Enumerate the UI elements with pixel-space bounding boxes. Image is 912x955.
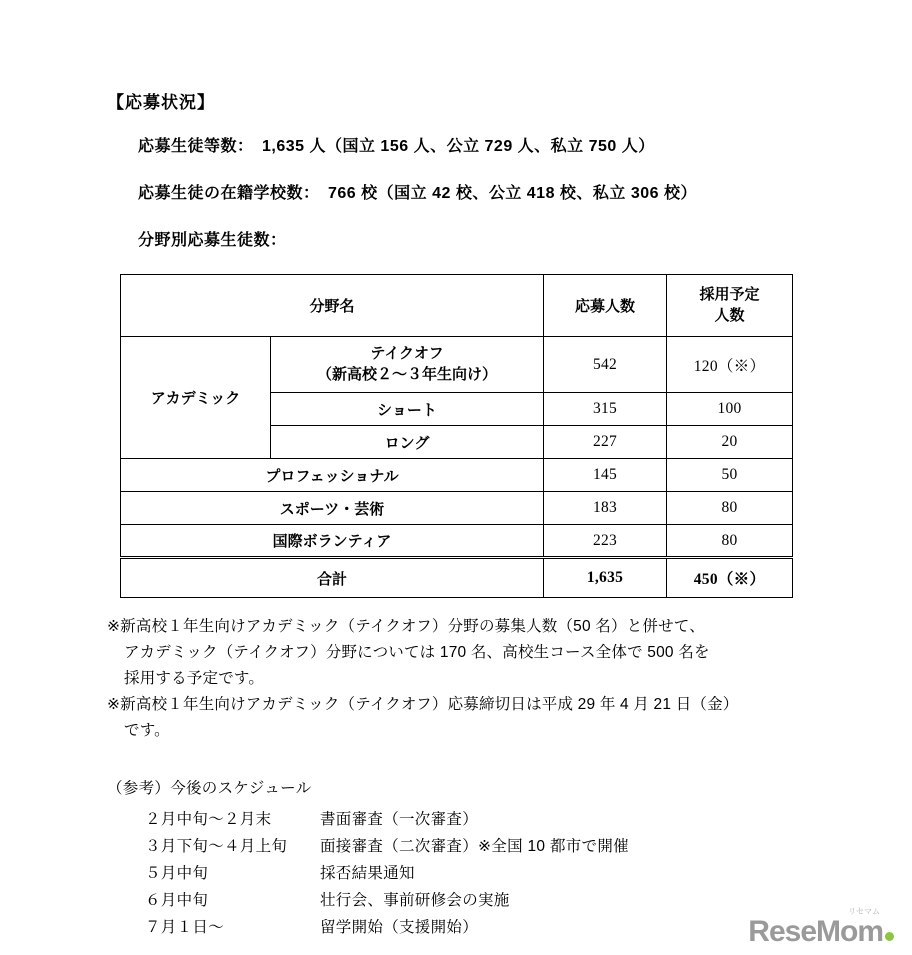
schedule-event: 書面審査（一次審査） [320, 811, 479, 828]
note-line: アカデミック（テイクオフ）分野については 170 名、高校生コース全体で 500 名を [124, 644, 710, 661]
resemom-logo [748, 908, 894, 947]
note-line: ※新高校１年生向けアカデミック（テイクオフ）分野の募集人数（50 名）と併せて、 [107, 618, 705, 635]
field-breakdown-label: 分野別応募生徒数： [138, 232, 287, 249]
table-row [121, 459, 793, 492]
table-total-row [121, 558, 793, 598]
note-line: ※新高校１年生向けアカデミック（テイクオフ）応募締切日は平成 29 年 4 月 21 日（金） [107, 696, 739, 713]
col-header-applicants: 応募人数 [544, 275, 667, 337]
schedule-event: 壮行会、事前研修会の実施 [320, 892, 510, 909]
field-name-line1: テイクオフ [370, 345, 444, 363]
schedule-title: （参考）今後のスケジュール [107, 780, 312, 797]
total-label: 合計 [121, 558, 544, 598]
applicants-count: 223 [544, 525, 667, 558]
schedule-period: ６月中旬 [145, 892, 209, 909]
school-count-line: 応募生徒の在籍学校数： 766 校（国立 42 校、公立 418 校、私立 306 校） [138, 185, 698, 202]
applicant-count-line: 応募生徒等数： 1,635 人（国立 156 人、公立 729 人、私立 750 人） [138, 138, 655, 155]
applicants-count: 227 [544, 426, 667, 459]
field-name: 国際ボランティア [121, 525, 544, 558]
table-row [121, 337, 793, 393]
planned-count: 80 [667, 525, 793, 558]
schedule-event: 採否結果通知 [320, 865, 415, 882]
logo-dot-icon [885, 932, 894, 941]
col-header-field: 分野名 [121, 275, 544, 337]
logo-text: ReseMom [748, 915, 883, 948]
applicants-count: 145 [544, 459, 667, 492]
field-name: スポーツ・芸術 [121, 492, 544, 525]
application-table [120, 274, 793, 598]
table-row [121, 492, 793, 525]
field-name: ロング [271, 426, 544, 459]
total-applicants-count: 1,635 [544, 558, 667, 598]
applicants-count: 183 [544, 492, 667, 525]
planned-count: 100 [667, 393, 793, 426]
schedule-item [145, 860, 852, 887]
applicants-count: 315 [544, 393, 667, 426]
field-group-label: アカデミック [121, 337, 271, 459]
document-content [107, 88, 852, 941]
summary-section [138, 133, 852, 250]
schedule-item [145, 914, 852, 941]
schedule-event: 面接審査（二次審査）※全国 10 都市で開催 [320, 838, 629, 855]
schedule-period: ２月中旬～２月末 [145, 811, 272, 828]
note-line: 採用する予定です。 [124, 670, 265, 687]
schedule-period: ７月１日～ [145, 919, 225, 936]
field-name: ショート [271, 393, 544, 426]
planned-count: 80 [667, 492, 793, 525]
schedule-item [145, 833, 852, 860]
schedule-event: 留学開始（支援開始） [320, 919, 479, 936]
schedule-item [145, 887, 852, 914]
schedule-period: ５月中旬 [145, 865, 209, 882]
note-line: です。 [124, 722, 170, 739]
notes-section [107, 614, 852, 744]
planned-count: 120（※） [667, 337, 793, 393]
logo-ruby-text: リセマム [848, 907, 880, 916]
field-name-line2: （新高校２～３年生向け） [317, 365, 498, 383]
page-title: 【応募状況】 [107, 93, 215, 112]
col-header-planned [667, 275, 793, 337]
table-row [121, 525, 793, 558]
planned-count: 50 [667, 459, 793, 492]
table-header-row [121, 275, 793, 337]
applicants-count: 542 [544, 337, 667, 393]
schedule-period: ３月下旬～４月上旬 [145, 838, 288, 855]
col-header-planned-line1: 採用予定 [699, 286, 760, 304]
schedule-section [107, 776, 852, 941]
schedule-item [145, 806, 852, 833]
planned-count: 20 [667, 426, 793, 459]
total-planned-count: 450（※） [667, 558, 793, 598]
col-header-planned-line2: 人数 [714, 306, 745, 324]
field-name: プロフェッショナル [121, 459, 544, 492]
field-name [271, 337, 544, 393]
